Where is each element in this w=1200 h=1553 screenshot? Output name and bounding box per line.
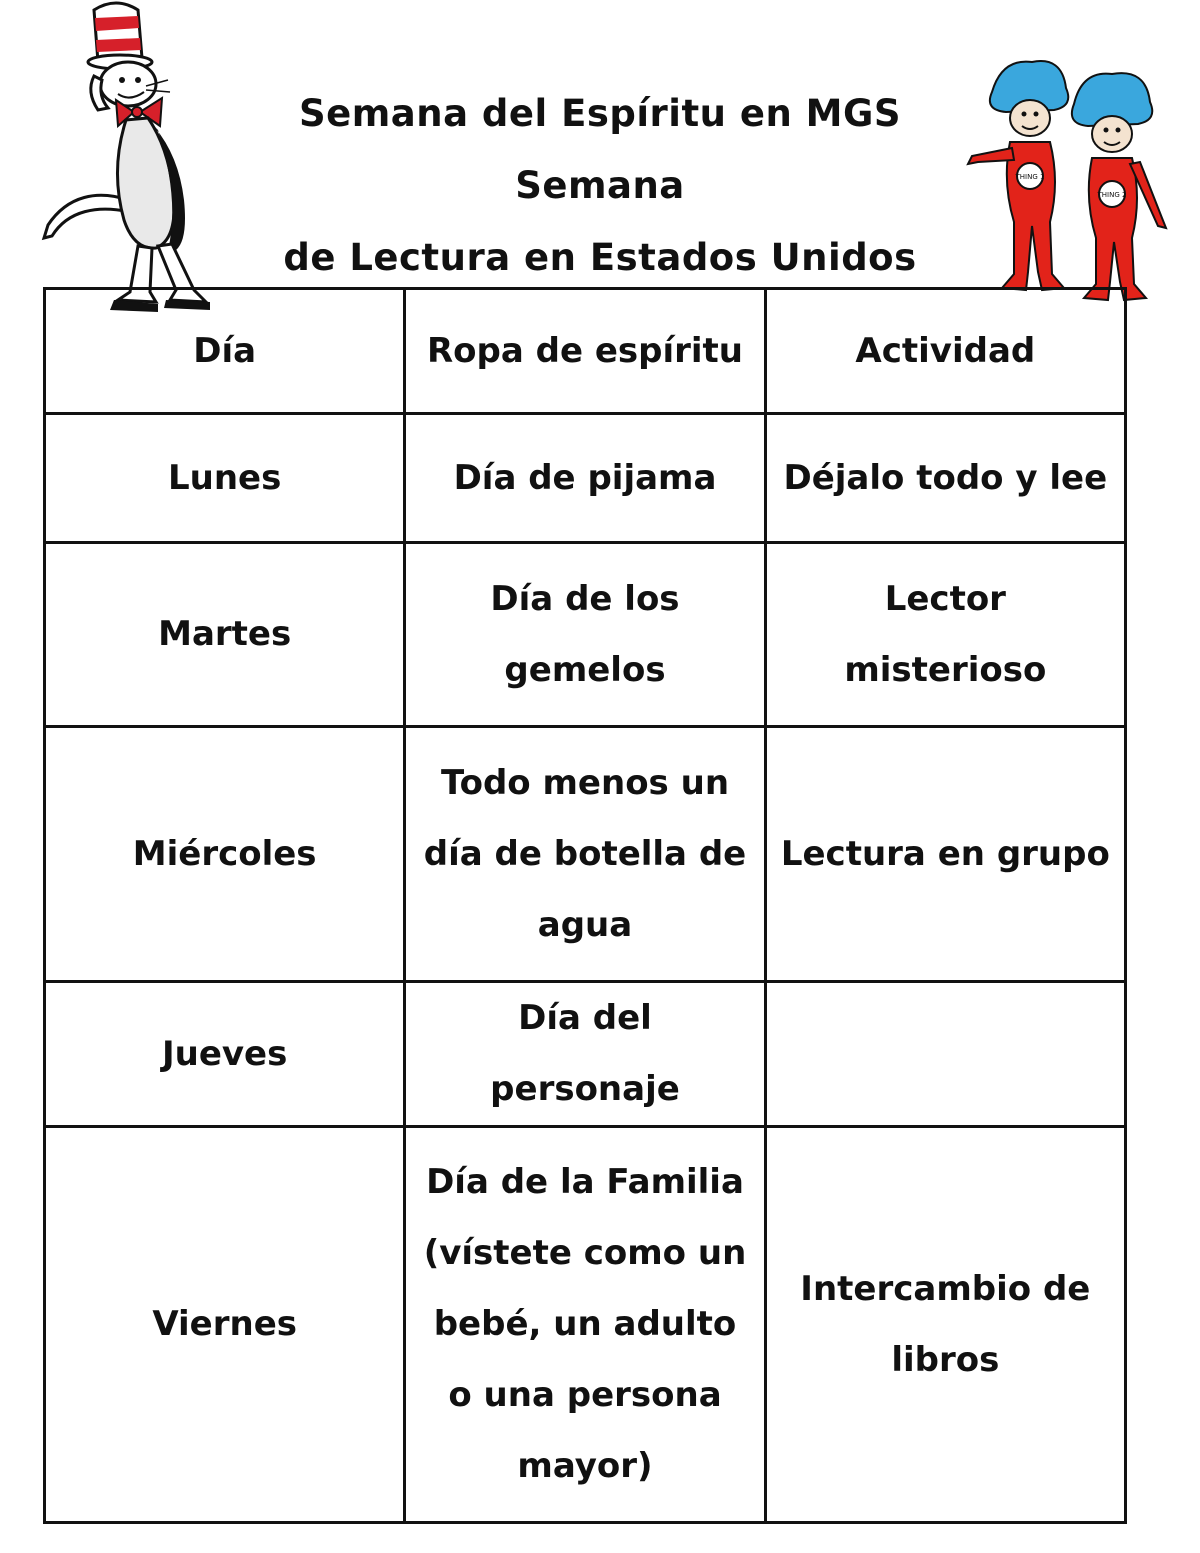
thing-one-figure [968,61,1068,290]
table-header-row [45,289,1126,414]
table-row [45,982,1126,1127]
cell-ropa: Día de la Familia (vístete como un bebé, un adulto o una persona mayor) [405,1127,765,1523]
cell-dia: Jueves [45,982,405,1127]
thing-two-figure [1072,73,1166,300]
title-line-1: Semana del Espíritu en MGS Semana [298,92,902,207]
cell-dia: Miércoles [45,727,405,982]
title-line-2: de Lectura en Estados Unidos [283,236,917,279]
cell-actividad: Lector misterioso [765,543,1125,727]
table-row [45,543,1126,727]
table-row [45,1127,1126,1523]
spirit-week-table [43,287,1127,1524]
cell-dia: Lunes [45,414,405,543]
cell-dia: Martes [45,543,405,727]
header-actividad: Actividad [765,289,1125,414]
cell-actividad: Déjalo todo y lee [765,414,1125,543]
cell-ropa: Día de pijama [405,414,765,543]
cell-ropa: Día del personaje [405,982,765,1127]
cell-dia: Viernes [45,1127,405,1523]
cat-in-the-hat-illustration [38,0,268,320]
cell-ropa: Día de los gemelos [405,543,765,727]
thing-two-badge: THING 2 [1097,191,1127,199]
cell-actividad: Lectura en grupo [765,727,1125,982]
table-row [45,727,1126,982]
page-title [250,78,950,294]
thing-one-and-thing-two-illustration [962,52,1168,304]
header-dia: Día [45,289,405,414]
cell-actividad [765,982,1125,1127]
thing-one-badge: THING 1 [1015,173,1045,181]
table-row [45,414,1126,543]
cell-actividad: Intercambio de libros [765,1127,1125,1523]
cell-ropa: Todo menos un día de botella de agua [405,727,765,982]
header-ropa: Ropa de espíritu [405,289,765,414]
